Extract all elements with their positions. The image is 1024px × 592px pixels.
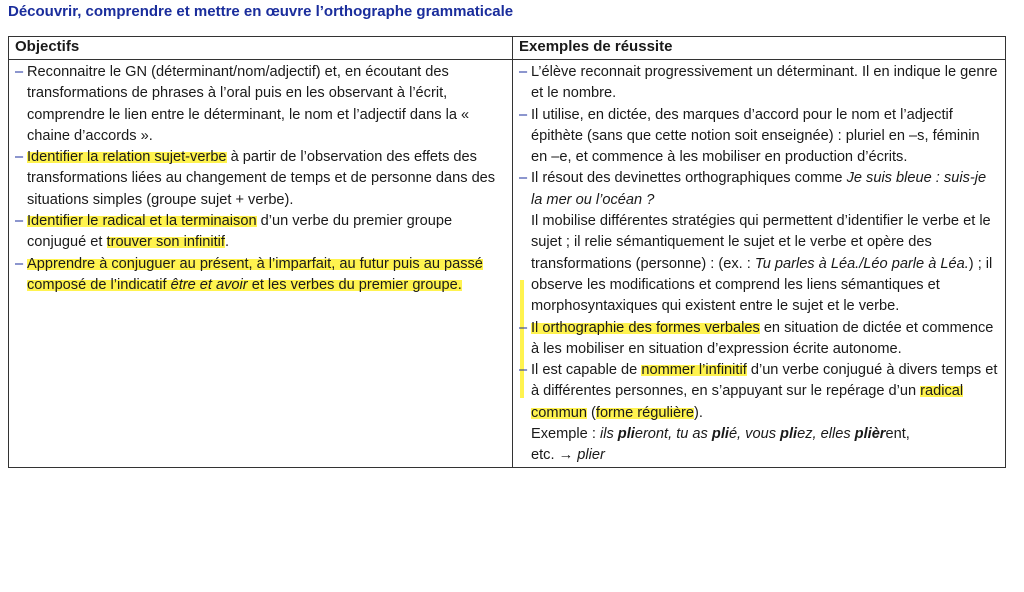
table-row — [9, 60, 1006, 468]
objectif-item-2: – Identifier la relation sujet-verbe à partir de l’observation des effets des transformations liées au changement de temps et de personne dans des situations simples (groupe sujet + verbe). — [15, 147, 506, 211]
example-end-line: etc. → plier — [531, 447, 605, 464]
exemple-item-2: – Il utilise, en dictée, des marques d’accord pour le nom et l’adjectif épithète (sans que cette notion soit enseignée) : pluriel en –s, féminin en –e, et commence à les mobiliser en production d’écrits. — [519, 105, 999, 169]
exemple-paragraph: Il mobilise différentes stratégies qui permettent d’identifier le verbe et le sujet ; il relie sémantiquement le sujet et le verbe et opère des transformations (personne) : (ex. : Tu parles à Léa./Léo parle à Léa.) ; il observe les modifications et comprend les liens sémantiques et morphosyntaxiques qui existent entre le sujet et le verbe. — [531, 213, 993, 315]
objectif-item-4 — [15, 254, 506, 297]
highlight: forme régulière — [595, 404, 695, 421]
page-title: Découvrir, comprendre et mettre en œuvre l’orthographe grammaticale — [8, 3, 514, 20]
example-line: Exemple : ils plieront, tu as plié, vous pliez, elles plièrent, — [531, 426, 910, 443]
highlight: Apprendre à conjuguer au présent, à l’imparfait, au futur puis au passé composé de l’indicatif être et avoir et les verbes du premier groupe. — [27, 255, 483, 293]
objectif-item-3: – Identifier le radical et la terminaison d’un verbe du premier groupe conjugué et trouver son infinitif. — [15, 211, 506, 254]
exemple-item-3: – Il résout des devinettes orthographiques comme Je suis bleue : suis-je la mer ou l’océan ? — [519, 168, 999, 211]
header-objectifs: Objectifs — [9, 37, 513, 60]
highlight: Identifier le radical et la terminaison — [27, 213, 257, 230]
highlight: Il orthographie des formes verbales — [531, 319, 760, 336]
highlight: Identifier la relation sujet-verbe — [27, 149, 227, 166]
exemples-cell — [513, 60, 1006, 468]
exemple-item-4: – Il orthographie des formes verbales en situation de dictée et commence à les mobiliser en situation d’expression écrite autonome. — [519, 318, 999, 361]
objectif-item-1: – Reconnaitre le GN (déterminant/nom/adjectif) et, en écoutant des transformations de phrases à l’oral puis en les observant à l’écrit, comprendre le lien entre le déterminant, le nom et l’adjectif dans la « chaine d’accords ». — [15, 62, 506, 147]
table-header-row — [9, 37, 1006, 60]
highlight: trouver son infinitif — [106, 234, 225, 251]
exemple-item-5: – Il est capable de nommer l’infinitif d’un verbe conjugué à divers temps et à différentes personnes, en s’appuyant sur le repérage d’un radical commun (forme régulière). — [519, 360, 999, 424]
objectifs-cell — [9, 60, 513, 468]
highlight: nommer l’infinitif — [641, 362, 747, 379]
highlight: radical commun — [531, 383, 964, 421]
competence-table — [8, 36, 1006, 468]
header-exemples: Exemples de réussite — [513, 37, 1006, 60]
exemple-item-1: – L’élève reconnait progressivement un déterminant. Il en indique le genre et le nombre. — [519, 62, 999, 105]
